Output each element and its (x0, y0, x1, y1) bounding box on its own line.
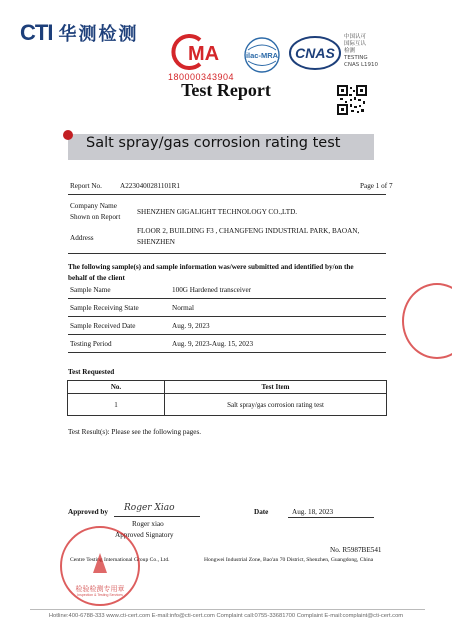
col-test-item: Test Item (165, 381, 387, 394)
cnas-icon (288, 34, 342, 72)
banner-text: Salt spray/gas corrosion rating test (86, 135, 341, 151)
sample-label: Sample Name (70, 286, 111, 294)
sample-label: Testing Period (70, 340, 112, 348)
stamp-subtext: Inspection & Testing Services (77, 593, 123, 597)
date-value: Aug. 18, 2023 (292, 508, 334, 516)
table-row (68, 394, 387, 416)
cma-mark-icon (170, 34, 240, 70)
stamp-text: 检验检测专用章 (75, 585, 125, 593)
cnas-info-line: TESTING (344, 55, 368, 61)
divider (68, 334, 386, 335)
divider (68, 352, 386, 353)
cnas-info-line: 中国认可 (344, 34, 367, 40)
company-label-2: Shown on Report (70, 213, 121, 221)
address-label: Address (70, 234, 94, 242)
report-serial: No. R5987BE541 (330, 546, 382, 554)
ilac-mra-icon (242, 36, 282, 74)
date-line (288, 517, 374, 518)
divider (68, 316, 386, 317)
approved-by-label: Approved by (68, 508, 109, 516)
table-header-row (68, 381, 387, 394)
company-value: SHENZHEN GIGALIGHT TECHNOLOGY CO.,LTD. (137, 208, 298, 216)
cma-text: MA (188, 43, 220, 65)
test-results: Test Result(s): Please see the following pages. (68, 428, 202, 436)
sample-intro: The following sample(s) and sample information was/were submitted and identified by/on the (68, 263, 354, 271)
sample-value: Aug. 9, 2023-Aug. 15, 2023 (172, 340, 254, 348)
cti-logo (20, 20, 138, 46)
sample-label: Sample Received Date (70, 322, 136, 330)
footer-divider (30, 609, 425, 610)
sample-value: 100G Hardened transceiver (172, 286, 252, 294)
company-address: Hongwei Industrial Zone, Bao'an 70 District, Shenzhen, Guangdong, China (204, 557, 374, 563)
cma-number: 180000343904 (168, 72, 235, 82)
company-label: Company Name (70, 202, 117, 210)
cnas-text: CNAS (295, 45, 335, 61)
test-requested-heading: Test Requested (68, 368, 115, 376)
date-label: Date (254, 508, 269, 516)
row-test-item: Salt spray/gas corrosion rating test (165, 394, 387, 416)
logo-latin: CTI (20, 20, 53, 45)
signature: Roger Xiao (124, 503, 175, 513)
sample-value: Aug. 9, 2023 (172, 322, 210, 330)
report-no-label: Report No. (70, 182, 102, 190)
report-title: Test Report (181, 80, 271, 100)
cnas-info-line: 国际互认 (344, 41, 367, 47)
edge-seal-stamp (402, 283, 452, 359)
approver-role: Approved Signatory (115, 531, 174, 539)
sample-label: Sample Receiving State (70, 304, 139, 312)
cnas-info-line: CNAS L1910 (344, 62, 379, 68)
col-no: No. (68, 381, 165, 394)
banner-bullet-icon (63, 130, 73, 140)
report-no-value: A2230400281101R1 (120, 182, 181, 190)
stamp-star-icon (93, 553, 107, 573)
footer-contact: Hotline:400-6788-333 www.cti-cert.com E-mail:info@cti-cert.com Complaint call:0755-33681700 Complaint E-mail:complaint@cti-cert.com (48, 613, 404, 619)
sample-intro-2: behalf of the client (68, 274, 125, 282)
official-stamp (60, 526, 140, 606)
test-requested-table (67, 380, 387, 416)
signature-line (114, 516, 200, 517)
approver-name: Roger xiao (132, 520, 164, 528)
ilac-text: ilac-MRA (245, 51, 279, 60)
cnas-info (344, 34, 378, 69)
divider (68, 253, 386, 254)
page-indicator: Page 1 of 7 (360, 182, 393, 190)
row-no: 1 (68, 394, 165, 416)
address-line-1: FLOOR 2, BUILDING F3 , CHANGFENG INDUSTRIAL PARK, BAOAN, (137, 227, 360, 235)
sample-value: Normal (172, 304, 194, 312)
cnas-info-line: 检测 (344, 48, 356, 54)
address-line-2: SHENZHEN (137, 238, 175, 246)
divider (68, 194, 386, 195)
divider (68, 298, 386, 299)
company-line: Centre Testing International Group Co., Ltd. (70, 557, 170, 563)
qr-code-icon (337, 85, 367, 115)
logo-chinese: 华测检测 (58, 24, 139, 45)
